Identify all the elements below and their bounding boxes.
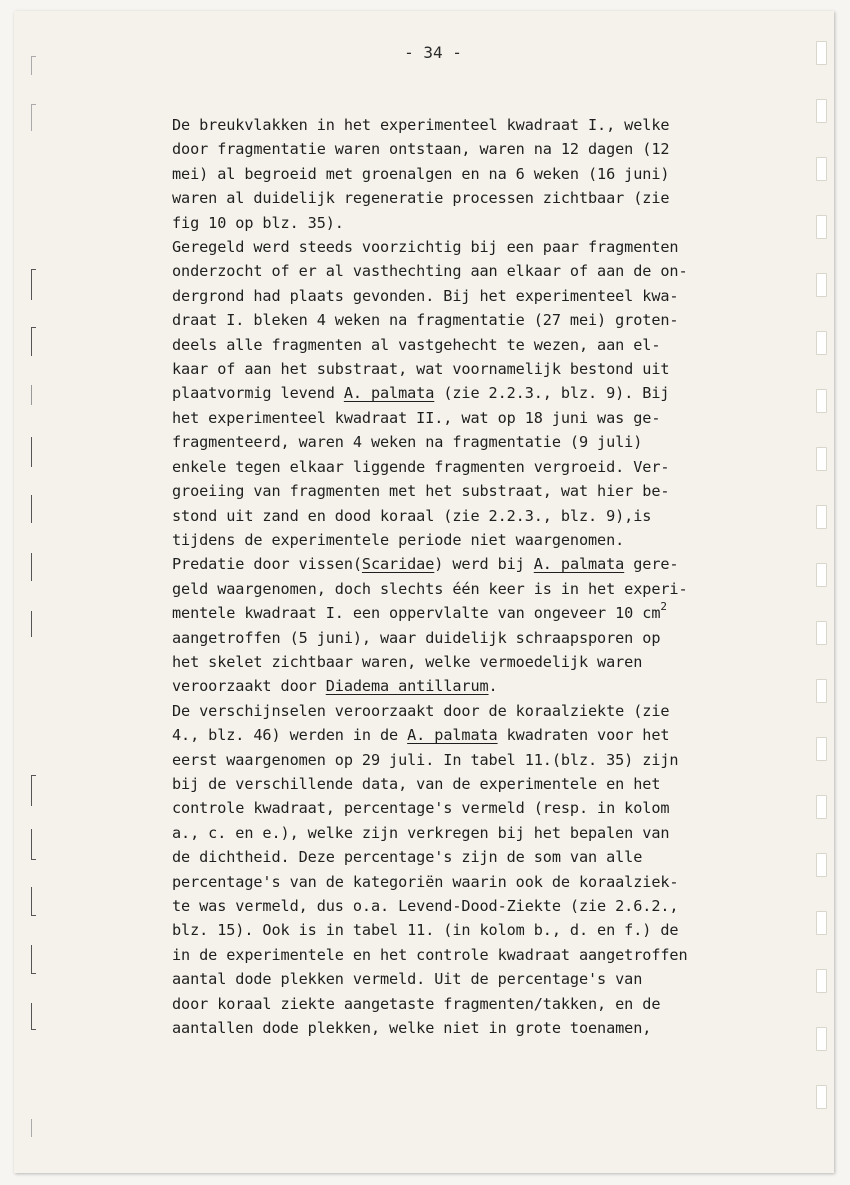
- margin-mark: [31, 945, 36, 974]
- binding-hole: [816, 969, 827, 993]
- margin-mark: [31, 385, 36, 405]
- margin-mark: [31, 495, 36, 523]
- text-line: aantal dode plekken vermeld. Uit de percentage's van: [172, 970, 643, 989]
- binding-hole: [816, 737, 827, 761]
- text-run: (zie 2.2.3., blz. 9). Bij: [434, 384, 670, 403]
- binding-hole: [816, 447, 827, 471]
- text-run: Predatie door vissen(: [172, 555, 362, 574]
- margin-mark: [31, 887, 36, 916]
- text-run: plaatvormig levend: [172, 384, 344, 403]
- binding-hole: [816, 795, 827, 819]
- text-run: 4., blz. 46) werden in de: [172, 726, 408, 745]
- text-line: [172, 674, 772, 698]
- text-line: eerst waargenomen op 29 juli. In tabel 11.(blz. 35) zijn: [172, 750, 679, 769]
- text-line: aantallen dode plekken, welke niet in grote toenamen,: [172, 1019, 652, 1038]
- binding-hole: [816, 679, 827, 703]
- text-line: De verschijnselen veroorzaakt door de koraalziekte (zie: [172, 701, 670, 720]
- binding-hole: [816, 215, 827, 239]
- text-line: deels alle fragmenten al vastgehecht te wezen, aan el-: [172, 335, 661, 354]
- margin-mark: [31, 269, 36, 300]
- text-line: [172, 381, 772, 405]
- text-run: veroorzaakt door: [172, 677, 326, 696]
- text-line: in de experimentele en het controle kwadraat aangetroffen: [172, 945, 688, 964]
- text-line: stond uit zand en dood koraal (zie 2.2.3., blz. 9),is: [172, 506, 652, 525]
- page-number: [14, 43, 834, 62]
- text-line: [172, 552, 772, 576]
- text-run: kwadraten voor het: [497, 726, 670, 745]
- margin-mark: [31, 829, 36, 860]
- margin-mark: [31, 611, 36, 637]
- text-line: onderzocht of er al vasthechting aan elkaar of aan de on-: [172, 262, 688, 281]
- text-line: aangetroffen (5 juni), waar duidelijk schraapsporen op: [172, 628, 661, 647]
- text-run: gere-: [624, 555, 679, 574]
- text-line: enkele tegen elkaar liggende fragmenten vergroeid. Ver-: [172, 457, 670, 476]
- species-name: Scaridae: [361, 555, 435, 574]
- binding-hole: [816, 911, 827, 935]
- margin-mark: [31, 104, 36, 131]
- text-line: Geregeld werd steeds voorzichtig bij een paar fragmenten: [172, 238, 679, 257]
- text-line: door fragmentatie waren ontstaan, waren na 12 dagen (12: [172, 140, 670, 159]
- margin-mark: [31, 775, 36, 806]
- species-name: Diadema antillarum: [325, 677, 489, 696]
- text-line: fragmenteerd, waren 4 weken na fragmentatie (9 juli): [172, 433, 643, 452]
- binding-hole: [816, 1027, 827, 1051]
- text-run: ) werd bij: [434, 555, 534, 574]
- text-line: tijdens de experimentele periode niet waargenomen.: [172, 530, 625, 549]
- binding-hole: [816, 157, 827, 181]
- species-name: A. palmata: [343, 384, 435, 403]
- text-line: waren al duidelijk regeneratie processen zichtbaar (zie: [172, 189, 670, 208]
- text-line: blz. 15). Ook is in tabel 11. (in kolom b., d. en f.) de: [172, 921, 679, 940]
- species-name: A. palmata: [407, 726, 498, 745]
- body-text: [172, 113, 772, 1040]
- text-line: draat I. bleken 4 weken na fragmentatie (27 mei) groten-: [172, 311, 679, 330]
- binding-hole: [816, 99, 827, 123]
- text-line: bij de verschillende data, van de experimentele en het: [172, 774, 661, 793]
- text-line: het skelet zichtbaar waren, welke vermoedelijk waren: [172, 652, 643, 671]
- text-line: het experimenteel kwadraat II., wat op 18 juni was ge-: [172, 408, 661, 427]
- binding-hole: [816, 1085, 827, 1109]
- document-page: [14, 11, 834, 1173]
- text-line: door koraal ziekte aangetaste fragmenten/takken, en de: [172, 994, 661, 1013]
- binding-hole: [816, 563, 827, 587]
- binding-hole: [816, 505, 827, 529]
- binding-hole: [816, 331, 827, 355]
- binding-hole: [816, 621, 827, 645]
- text-line: controle kwadraat, percentage's vermeld (resp. in kolom: [172, 799, 670, 818]
- margin-mark: [31, 1003, 36, 1030]
- binding-hole: [816, 273, 827, 297]
- superscript: 2: [660, 600, 667, 614]
- text-run: .: [488, 677, 498, 696]
- binding-hole: [816, 389, 827, 413]
- margin-mark: [31, 437, 36, 467]
- text-line: [172, 723, 772, 747]
- text-line: geld waargenomen, doch slechts één keer is in het experi-: [172, 579, 688, 598]
- text-line: groeiing van fragmenten met het substraat, wat hier be-: [172, 482, 670, 501]
- species-name: A. palmata: [533, 555, 625, 574]
- text-line: percentage's van de kategoriën waarin ook de koraalziek-: [172, 872, 679, 891]
- text-line: te was vermeld, dus o.a. Levend-Dood-Ziekte (zie 2.6.2.,: [172, 897, 679, 915]
- margin-mark: [31, 327, 36, 356]
- text-line: a., c. en e.), welke zijn verkregen bij het bepalen van: [172, 823, 670, 842]
- margin-mark: [31, 553, 36, 581]
- text-run: mentele kwadraat I. een oppervlalte van ongeveer 10 cm: [172, 604, 661, 623]
- text-line: De breukvlakken in het experimenteel kwadraat I., welke: [172, 116, 670, 134]
- text-line: dergrond had plaats gevonden. Bij het experimenteel kwa-: [172, 286, 679, 305]
- text-line: de dichtheid. Deze percentage's zijn de som van alle: [172, 848, 643, 867]
- page-number-text: - 34 -: [404, 43, 462, 62]
- margin-mark: [31, 1119, 36, 1137]
- binding-hole: [816, 853, 827, 877]
- text-line: mei) al begroeid met groenalgen en na 6 weken (16 juni): [172, 164, 670, 183]
- text-line: kaar of aan het substraat, wat voornamelijk bestond uit: [172, 360, 670, 379]
- text-line: fig 10 op blz. 35).: [172, 213, 344, 232]
- text-line: [172, 601, 772, 625]
